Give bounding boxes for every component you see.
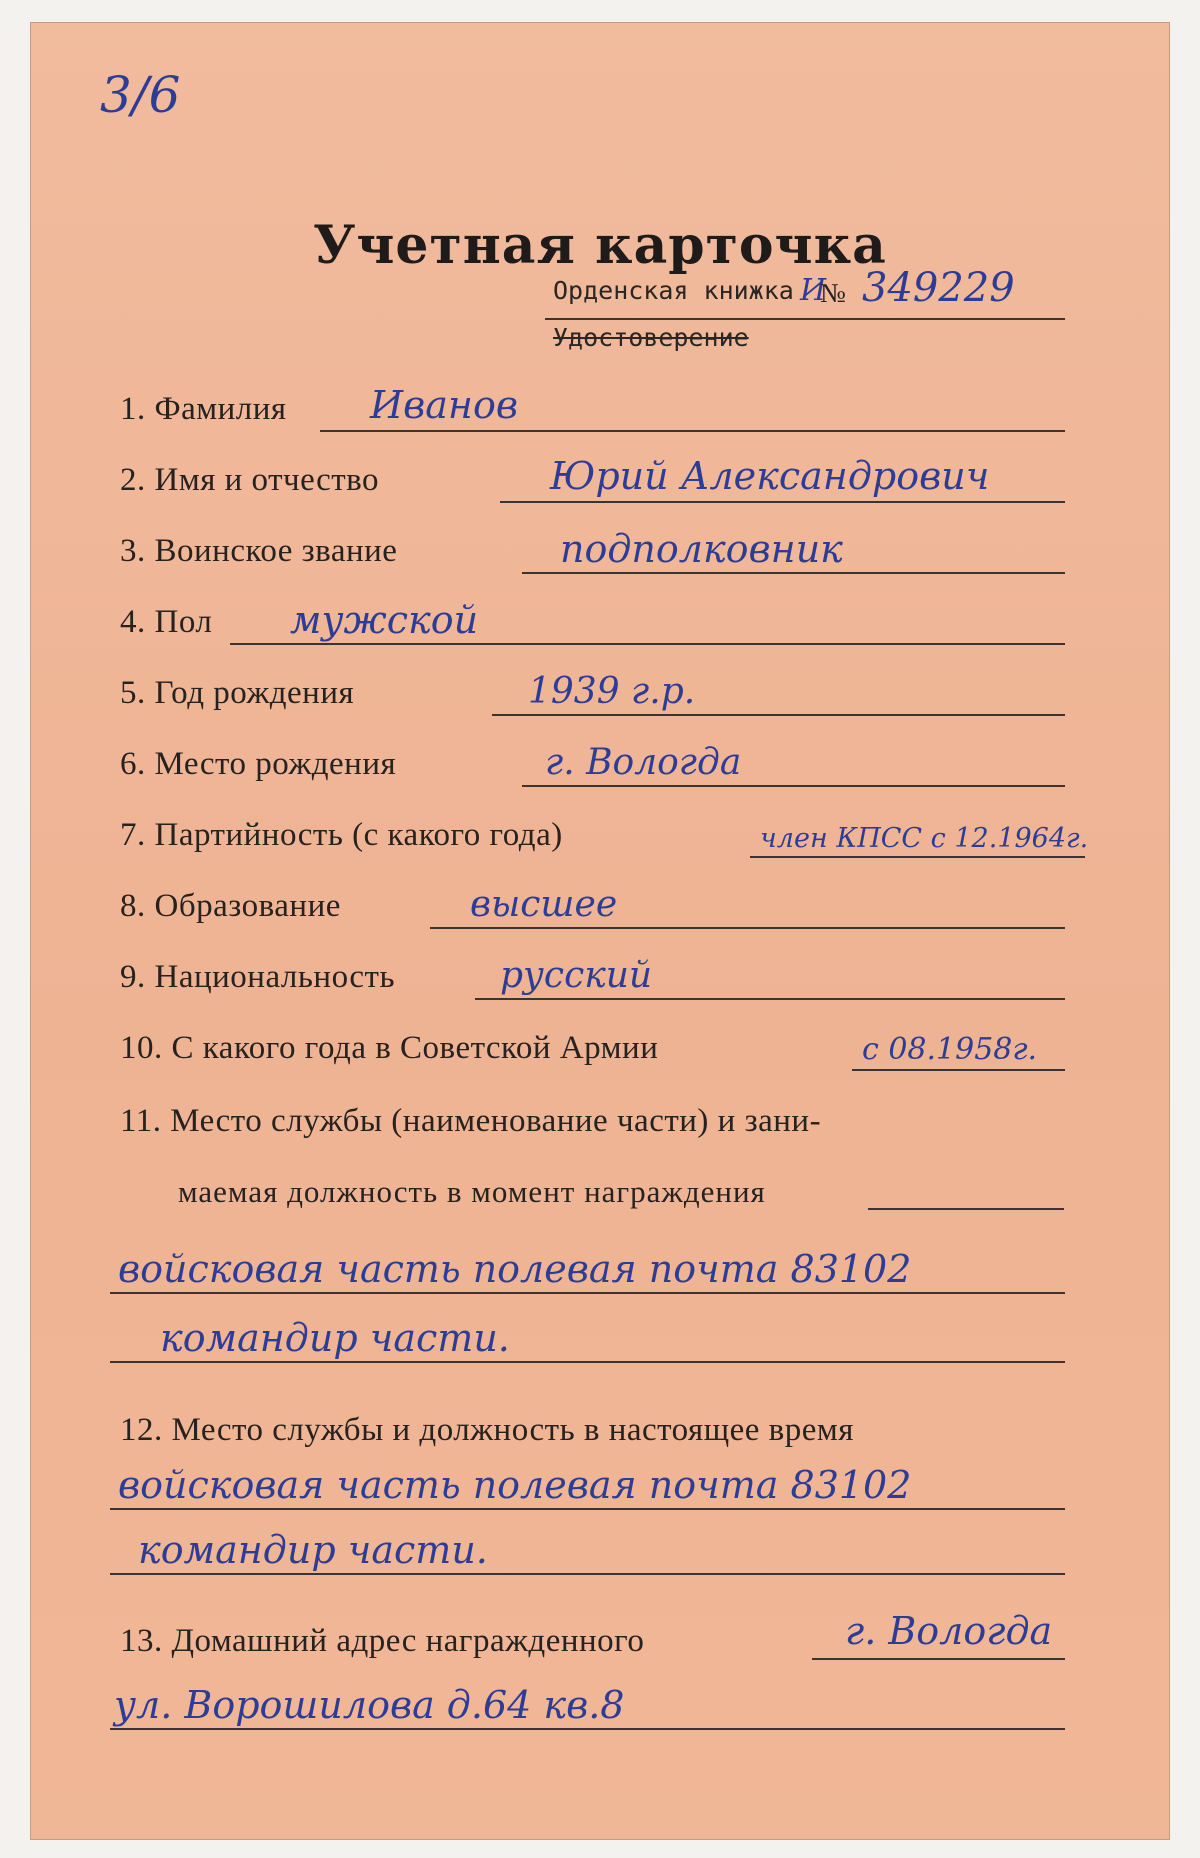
field11-label-line1: 11. Место службы (наименование части) и зани- [120, 1103, 822, 1139]
field-military-rank [120, 522, 1065, 582]
field-label: 2. Имя и отчество [120, 462, 380, 498]
number-sign: № [820, 278, 846, 308]
field-rule [475, 998, 1065, 1000]
field-value: высшее [470, 884, 618, 925]
field-label: 1. Фамилия [120, 391, 287, 427]
field-value: Иванов [370, 383, 518, 427]
field-label: 4. Пол [120, 604, 213, 640]
field-rule [492, 714, 1065, 716]
field11-rule-0 [868, 1208, 1064, 1210]
field13-label: 13. Домашний адрес награжденного [120, 1623, 645, 1659]
field-name-patronymic [120, 451, 1065, 511]
field-rule [522, 572, 1065, 574]
field-label: 9. Национальность [120, 959, 396, 995]
field11-value-line1: войсковая часть полевая почта 83102 [118, 1247, 912, 1291]
field12-label: 12. Место службы и должность в настоящее время [120, 1412, 854, 1448]
field-label: 5. Год рождения [120, 675, 355, 711]
field12-rule-2 [110, 1573, 1065, 1575]
field12-rule-1 [110, 1508, 1065, 1510]
field-value: г. Вологда [545, 742, 742, 783]
field-value: русский [500, 955, 653, 996]
field-label: 3. Воинское звание [120, 533, 398, 569]
field-value: 1939 г.р. [528, 671, 696, 712]
field-label: 8. Образование [120, 888, 341, 924]
document-series: И [800, 273, 827, 308]
field13-rule-1 [110, 1728, 1065, 1730]
field-nationality [120, 948, 1065, 1008]
record-card [30, 22, 1170, 1840]
archive-mark: 3/6 [100, 66, 181, 124]
field-birth-year [120, 664, 1065, 724]
card-title: Учетная карточка [313, 215, 887, 276]
field-army-since [120, 1019, 1065, 1079]
field11-rule-1 [110, 1292, 1065, 1294]
field-rule [522, 785, 1065, 787]
field-rule [320, 430, 1065, 432]
field11-value-line2: командир части. [160, 1316, 510, 1360]
field-value: с 08.1958г. [862, 1032, 1038, 1067]
document-number-rule [545, 318, 1065, 320]
field13-value-line2: ул. Ворошилова д.64 кв.8 [114, 1683, 625, 1727]
field-surname [120, 380, 1065, 440]
field-value: мужской [290, 598, 479, 642]
field-party-membership [120, 806, 1089, 866]
field11-rule-2 [110, 1361, 1065, 1363]
field-value: подполковник [560, 527, 843, 571]
document-number: 349229 [862, 265, 1015, 311]
field-rule [500, 501, 1065, 503]
field12-value-line1: войсковая часть полевая почта 83102 [118, 1463, 912, 1507]
field-sex [120, 593, 1065, 653]
field-rule [230, 643, 1065, 645]
field-rule [852, 1069, 1065, 1071]
field-value: Юрий Александрович [550, 454, 990, 498]
field12-value-line2: командир части. [138, 1528, 488, 1572]
certificate-label: Удостоверение [553, 323, 749, 352]
field-value: член КПСС с 12.1964г. [760, 823, 1089, 854]
field-label: 7. Партийность (с какого года) [120, 817, 563, 853]
field-label: 6. Место рождения [120, 746, 397, 782]
order-book-label: Орденская книжка [553, 276, 794, 305]
field-rule [750, 856, 1085, 858]
field13-rule-0 [812, 1658, 1065, 1660]
field-education [120, 877, 1065, 937]
field-birthplace [120, 735, 1065, 795]
field13-value-line1: г. Вологда [845, 1609, 1053, 1653]
field-label: 10. С какого года в Советской Армии [120, 1030, 659, 1066]
field11-label-line2: маемая должность в момент награждения [178, 1174, 766, 1209]
field-rule [430, 927, 1065, 929]
